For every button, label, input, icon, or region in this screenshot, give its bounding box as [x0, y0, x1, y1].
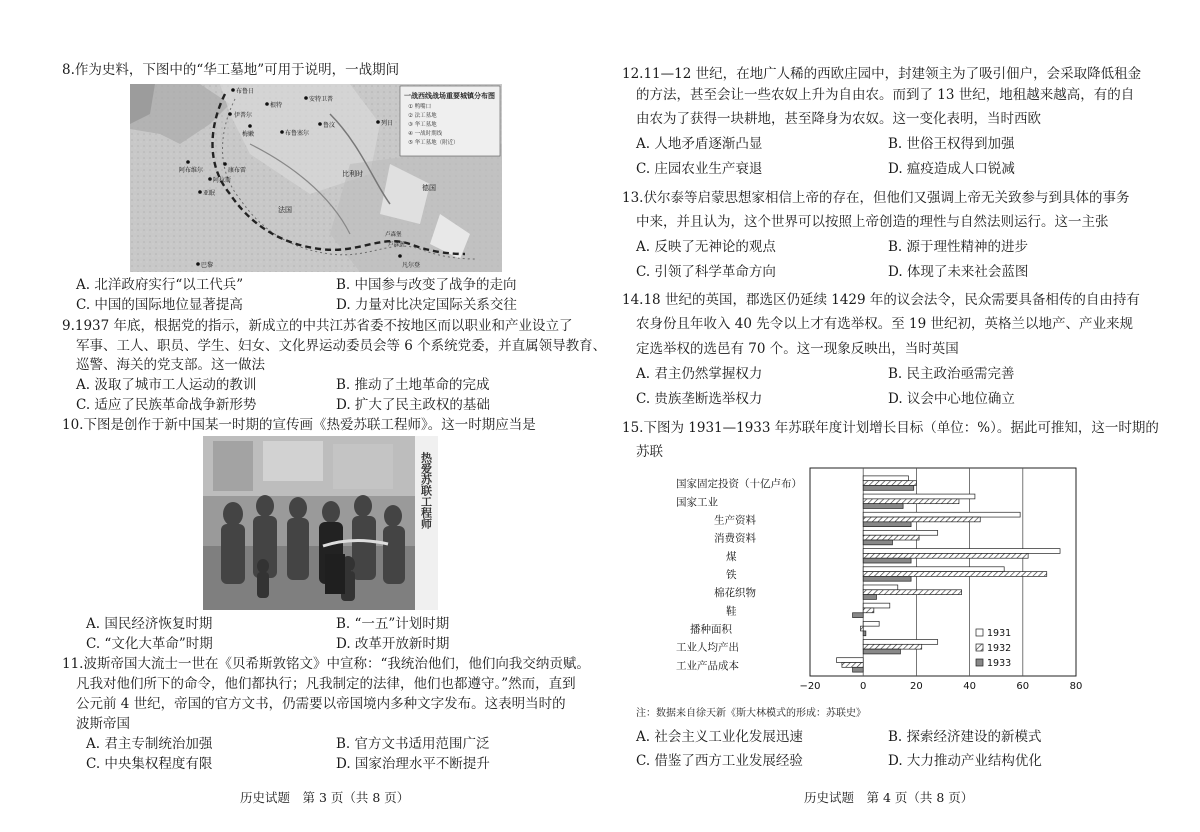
map-city: 鲁汶 [323, 122, 336, 129]
q10-option-d[interactable]: D. 改革开放新时期 [336, 636, 450, 652]
q11-option-c[interactable]: C. 中央集权程度有限 [86, 756, 213, 772]
q15-line: 15.下图为 1931—1933 年苏联年度计划增长目标（单位：%）。据此可推知，这一时期的 [622, 420, 1159, 436]
q10-option-b[interactable]: B. “一五”计划时期 [336, 616, 450, 632]
bar-1931 [863, 512, 1020, 517]
map-city: 布鲁塞尔 [285, 130, 310, 137]
q15-option-d[interactable]: D. 大力推动产业结构优化 [888, 753, 1042, 769]
bar-1932 [863, 517, 980, 522]
q9-option-d[interactable]: D. 扩大了民主政权的基础 [336, 397, 490, 413]
category-label: 煤 [726, 550, 737, 563]
q11-line: 波斯帝国 [76, 716, 130, 732]
q9-line: 9.1937 年底，根据党的指示，新成立的中共江苏省委不按地区而以职业和产业设立了 [62, 318, 573, 334]
q12-line: 12.11—12 世纪，在地广人稀的西欧庄园中，封建领主为了吸引佃户，会采取降低租金 [622, 66, 1142, 82]
category-label: 工业产品成本 [676, 659, 739, 672]
q14-option-d[interactable]: D. 议会中心地位确立 [888, 391, 1015, 407]
map-city: 根特 [270, 102, 283, 109]
q12-option-a[interactable]: A. 人地矛盾逐渐凸显 [636, 136, 763, 152]
x-tick-label: 0 [860, 681, 867, 692]
bar-1933 [863, 485, 914, 490]
q10-poster-figure [203, 436, 438, 610]
q11-line: 11.波斯帝国大流士一世在《贝希斯敦铭文》中宣称：“我统治他们，他们向我交纳贡赋。 [62, 656, 590, 672]
bar-1933 [863, 631, 866, 636]
bar-1933 [863, 649, 900, 654]
map-city: 阿拉斯 [213, 177, 232, 184]
bar-1931 [863, 567, 1004, 572]
map-city: 阿布维尔 [179, 167, 204, 174]
bar-1931 [837, 658, 864, 663]
map-city: 列日 [381, 120, 394, 127]
q13-option-c[interactable]: C. 引领了科学革命方向 [636, 264, 776, 280]
bar-1933 [853, 667, 864, 672]
bar-1932 [842, 663, 863, 668]
legend-swatch [976, 659, 983, 666]
map-legend-item: ⑤ 华工墓地（附近） [408, 140, 459, 146]
bar-1932 [861, 626, 864, 631]
q12-option-c[interactable]: C. 庄园农业生产衰退 [636, 161, 763, 177]
q15-note: 注：数据来自徐天新《斯大林模式的形成：苏联史》 [636, 708, 866, 719]
q14-line: 农身份且年收入 40 先令以上才有选举权。至 19 世纪初，英格兰以地产、产业来规 [636, 316, 1134, 332]
q14-option-c[interactable]: C. 贵族垄断选举权力 [636, 391, 763, 407]
q14-option-a[interactable]: A. 君主仍然掌握权力 [636, 366, 763, 382]
q13-line: 13.伏尔泰等启蒙思想家相信上帝的存在，但他们又强调上帝无关致参与到具体的事务 [622, 190, 1130, 206]
legend-swatch [976, 629, 983, 636]
bar-1931 [863, 621, 879, 626]
map-city: 梅嫩 [242, 131, 255, 138]
bar-1931 [863, 530, 937, 535]
q11-line: 公元前 4 世纪，帝国的官方文书，仍需要以帝国境内多种文字发布。这表明当时的 [76, 696, 566, 712]
bar-1931 [863, 549, 1060, 554]
q9-option-b[interactable]: B. 推动了土地革命的完成 [336, 377, 490, 393]
map-city: 亚眠 [203, 190, 216, 197]
bar-1931 [863, 585, 898, 590]
bar-1931 [863, 640, 937, 645]
bar-1932 [863, 553, 1028, 558]
bar-1932 [863, 481, 916, 486]
q10-option-a[interactable]: A. 国民经济恢复时期 [86, 616, 213, 632]
map-region-label: 德国 [422, 184, 436, 192]
bar-1932 [863, 499, 959, 504]
q15-option-c[interactable]: C. 借鉴了西方工业发展经验 [636, 753, 803, 769]
q15-bar-chart [660, 462, 1100, 702]
legend-label: 1933 [987, 658, 1012, 669]
category-label: 消费资料 [714, 532, 756, 545]
q8-stem: 8.作为史料，下图中的“华工墓地”可用于说明，一战期间 [62, 62, 400, 78]
bar-1932 [863, 572, 1047, 577]
category-label: 棉花织物 [714, 587, 756, 600]
bar-1933 [863, 558, 911, 563]
q13-line: 中来，并且认为，这个世界可以按照上帝创造的理性与自然法则运行。这一主张 [636, 214, 1109, 230]
poster-svg [203, 436, 438, 610]
category-label: 播种面积 [690, 623, 732, 636]
bar-1933 [863, 595, 876, 600]
x-tick-label: 80 [1069, 681, 1083, 692]
map-svg [130, 84, 502, 272]
bar-1931 [863, 476, 908, 481]
x-tick-label: 40 [963, 681, 976, 692]
legend-label: 1932 [987, 643, 1012, 654]
q8-option-a[interactable]: A. 北洋政府实行“以工代兵” [76, 277, 244, 293]
bar-1932 [863, 590, 961, 595]
q10-stem: 10.下图是创作于新中国某一时期的宣传画《热爱苏联工程师》。这一时期应当是 [62, 417, 536, 433]
map-city: 安特卫普 [309, 96, 334, 103]
bar-1933 [863, 576, 911, 581]
q9-line: 军事、工人、职员、学生、妇女、文化界运动委员会等 6 个系统党委，并直属领导教育、 [76, 338, 607, 354]
map-city: 巴黎 [201, 262, 214, 269]
q13-option-d[interactable]: D. 体现了未来社会蓝图 [888, 264, 1029, 280]
x-tick-label: 60 [1016, 681, 1030, 692]
left-page-footer: 历史试题 第 3 页（共 8 页） [240, 790, 410, 805]
category-label: 鞋 [726, 605, 737, 618]
q9-option-c[interactable]: C. 适应了民族革命战争新形势 [76, 397, 257, 413]
q11-option-a[interactable]: A. 君主专制统治加强 [86, 736, 213, 752]
map-region-label: 法国 [278, 206, 292, 214]
bar-1933 [863, 504, 903, 509]
map-region-label: 卢森堡 [385, 232, 402, 238]
category-label: 国家工业 [676, 496, 718, 509]
q8-map-figure [130, 84, 502, 272]
category-label: 国家固定投资（十亿卢布） [676, 478, 802, 491]
q14-line: 定选举权的选邑有 70 个。这一现象反映出，当时英国 [636, 341, 959, 357]
q15-line: 苏联 [636, 444, 663, 460]
q14-option-b[interactable]: B. 民主政治亟需完善 [888, 366, 1015, 382]
bar-1932 [863, 535, 919, 540]
q10-option-c[interactable]: C. “文化大革命”时期 [86, 636, 213, 652]
bar-1931 [863, 494, 975, 499]
bar-1933 [853, 613, 864, 618]
map-legend-item: ① 鸭嘴口 [408, 104, 432, 110]
q8-option-b[interactable]: B. 中国参与改变了战争的走向 [336, 277, 517, 293]
bar-1933 [863, 522, 911, 527]
category-label: 铁 [726, 569, 737, 581]
q9-line: 巡警、海关的党支部。这一做法 [76, 357, 265, 373]
q12-line: 的方法，甚至会让一些农奴上升为自由农。而到了 13 世纪，地租越来越高，有的自 [636, 87, 1135, 103]
q12-option-b[interactable]: B. 世俗王权得到加强 [888, 136, 1015, 152]
map-legend-title: 一战西线战场重要城镇分布图 [404, 92, 495, 100]
bar-1932 [863, 644, 922, 649]
bar-1933 [863, 540, 892, 545]
map-legend-item: ② 法工墓地 [408, 113, 437, 119]
q11-line: 凡我对他们所下的命令，他们都执行；凡我制定的法律，他们也都遵守。”然而，直到 [76, 676, 576, 692]
legend-label: 1931 [987, 628, 1012, 639]
map-region-label: 比利时 [342, 170, 363, 178]
map-region-label: 卢森堡 [388, 242, 405, 248]
map-legend-item: ③ 华工墓地 [408, 122, 437, 128]
right-page-footer: 历史试题 第 4 页（共 8 页） [804, 790, 974, 805]
q14-line: 14.18 世纪的英国，郡选区仍延续 1429 年的议会法令，民众需要具备相传的自由持有 [622, 292, 1140, 308]
q15-option-a[interactable]: A. 社会主义工业化发展迅速 [636, 729, 803, 745]
bar-1931 [863, 603, 890, 608]
q11-option-b[interactable]: B. 官方文书适用范围广泛 [336, 736, 490, 752]
map-city: 凡尔登 [402, 262, 421, 269]
map-city: 布鲁日 [236, 88, 255, 95]
x-tick-label: 20 [910, 681, 923, 692]
category-label: 生产资料 [714, 514, 756, 527]
q9-option-a[interactable]: A. 汲取了城市工人运动的教训 [76, 377, 257, 393]
q8-option-c[interactable]: C. 中国的国际地位显著提高 [76, 297, 243, 313]
q8-option-d[interactable]: D. 力量对比决定国际关系交往 [336, 297, 517, 313]
q13-option-a[interactable]: A. 反映了无神论的观点 [636, 239, 776, 255]
map-city: 伊普尔 [234, 112, 253, 119]
q13-option-b[interactable]: B. 源于理性精神的进步 [888, 239, 1029, 255]
map-city: 康布雷 [228, 167, 247, 174]
poster-title: 热爱苏联工程师 [419, 452, 433, 529]
legend-swatch [976, 644, 983, 651]
category-label: 工业人均产出 [676, 641, 739, 654]
q15-option-b[interactable]: B. 探索经济建设的新模式 [888, 729, 1042, 745]
q11-option-d[interactable]: D. 国家治理水平不断提升 [336, 756, 490, 772]
bar-1932 [863, 608, 874, 613]
q12-line: 由农为了获得一块耕地，甚至降身为农奴。这一变化表明，当时西欧 [636, 111, 1041, 127]
map-legend-item: ④ 一战时期线 [408, 131, 443, 137]
x-tick-label: −20 [799, 681, 821, 692]
q12-option-d[interactable]: D. 瘟疫造成人口锐减 [888, 161, 1015, 177]
